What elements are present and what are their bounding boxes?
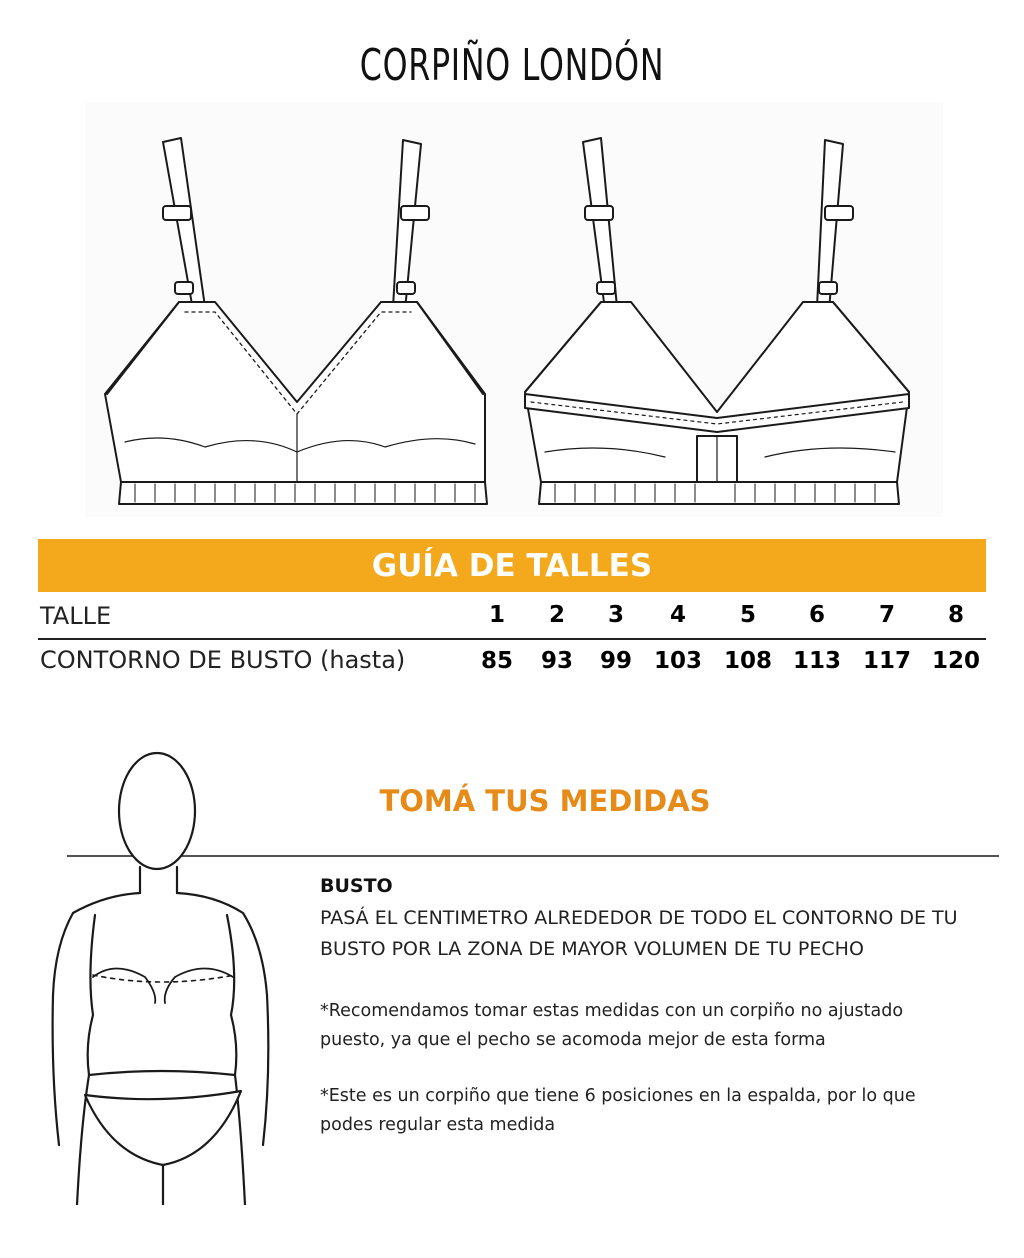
bust-row [38,640,986,680]
size-cell: 2 [548,602,565,628]
size-cell: 8 [947,602,964,628]
bust-instruction: PASÁ EL CENTIMETRO ALREDEDOR DE TODO EL CONTORNO DE TU BUSTO POR LA ZONA DE MAYOR VOLUMEN DE TU PECHO [320,907,958,960]
measurement-instructions [320,875,1010,1140]
size-row-label: TALLE [40,602,112,630]
note-recommendation: *Recomendamos tomar estas medidas con un corpiño no ajustado puesto, ya que el pecho se acomoda mejor de esta forma [320,1001,904,1050]
body-measurement-figure [45,745,305,1205]
size-table [38,598,986,680]
size-cell: 5 [739,602,756,628]
bra-back-view [525,138,909,504]
bust-cell: 117 [862,648,911,674]
size-cell: 4 [669,602,686,628]
size-cell: 3 [607,602,624,628]
size-row [38,598,986,640]
bust-row-label: CONTORNO DE BUSTO (hasta) [40,646,406,674]
bust-cell: 120 [931,648,980,674]
bra-technical-drawing [85,102,943,517]
size-cell: 1 [488,602,505,628]
note-adjustable: *Este es un corpiño que tiene 6 posiciones en la espalda, por lo que podes regular esta medida [320,1086,916,1135]
bust-cell: 93 [540,648,573,674]
bust-section-title: BUSTO [320,875,393,897]
product-title: CORPIÑO LONDÓN [359,40,665,91]
size-cell: 6 [808,602,825,628]
bust-cell: 113 [792,648,841,674]
bra-front-view [105,138,487,504]
measure-heading: TOMÁ TUS MEDIDAS [379,784,711,818]
bust-cell: 103 [653,648,702,674]
bust-cell: 108 [723,648,772,674]
bust-cell: 99 [599,648,632,674]
size-cell: 7 [878,602,895,628]
bust-cell: 85 [480,648,513,674]
size-guide-banner: GUÍA DE TALLES [38,539,986,592]
